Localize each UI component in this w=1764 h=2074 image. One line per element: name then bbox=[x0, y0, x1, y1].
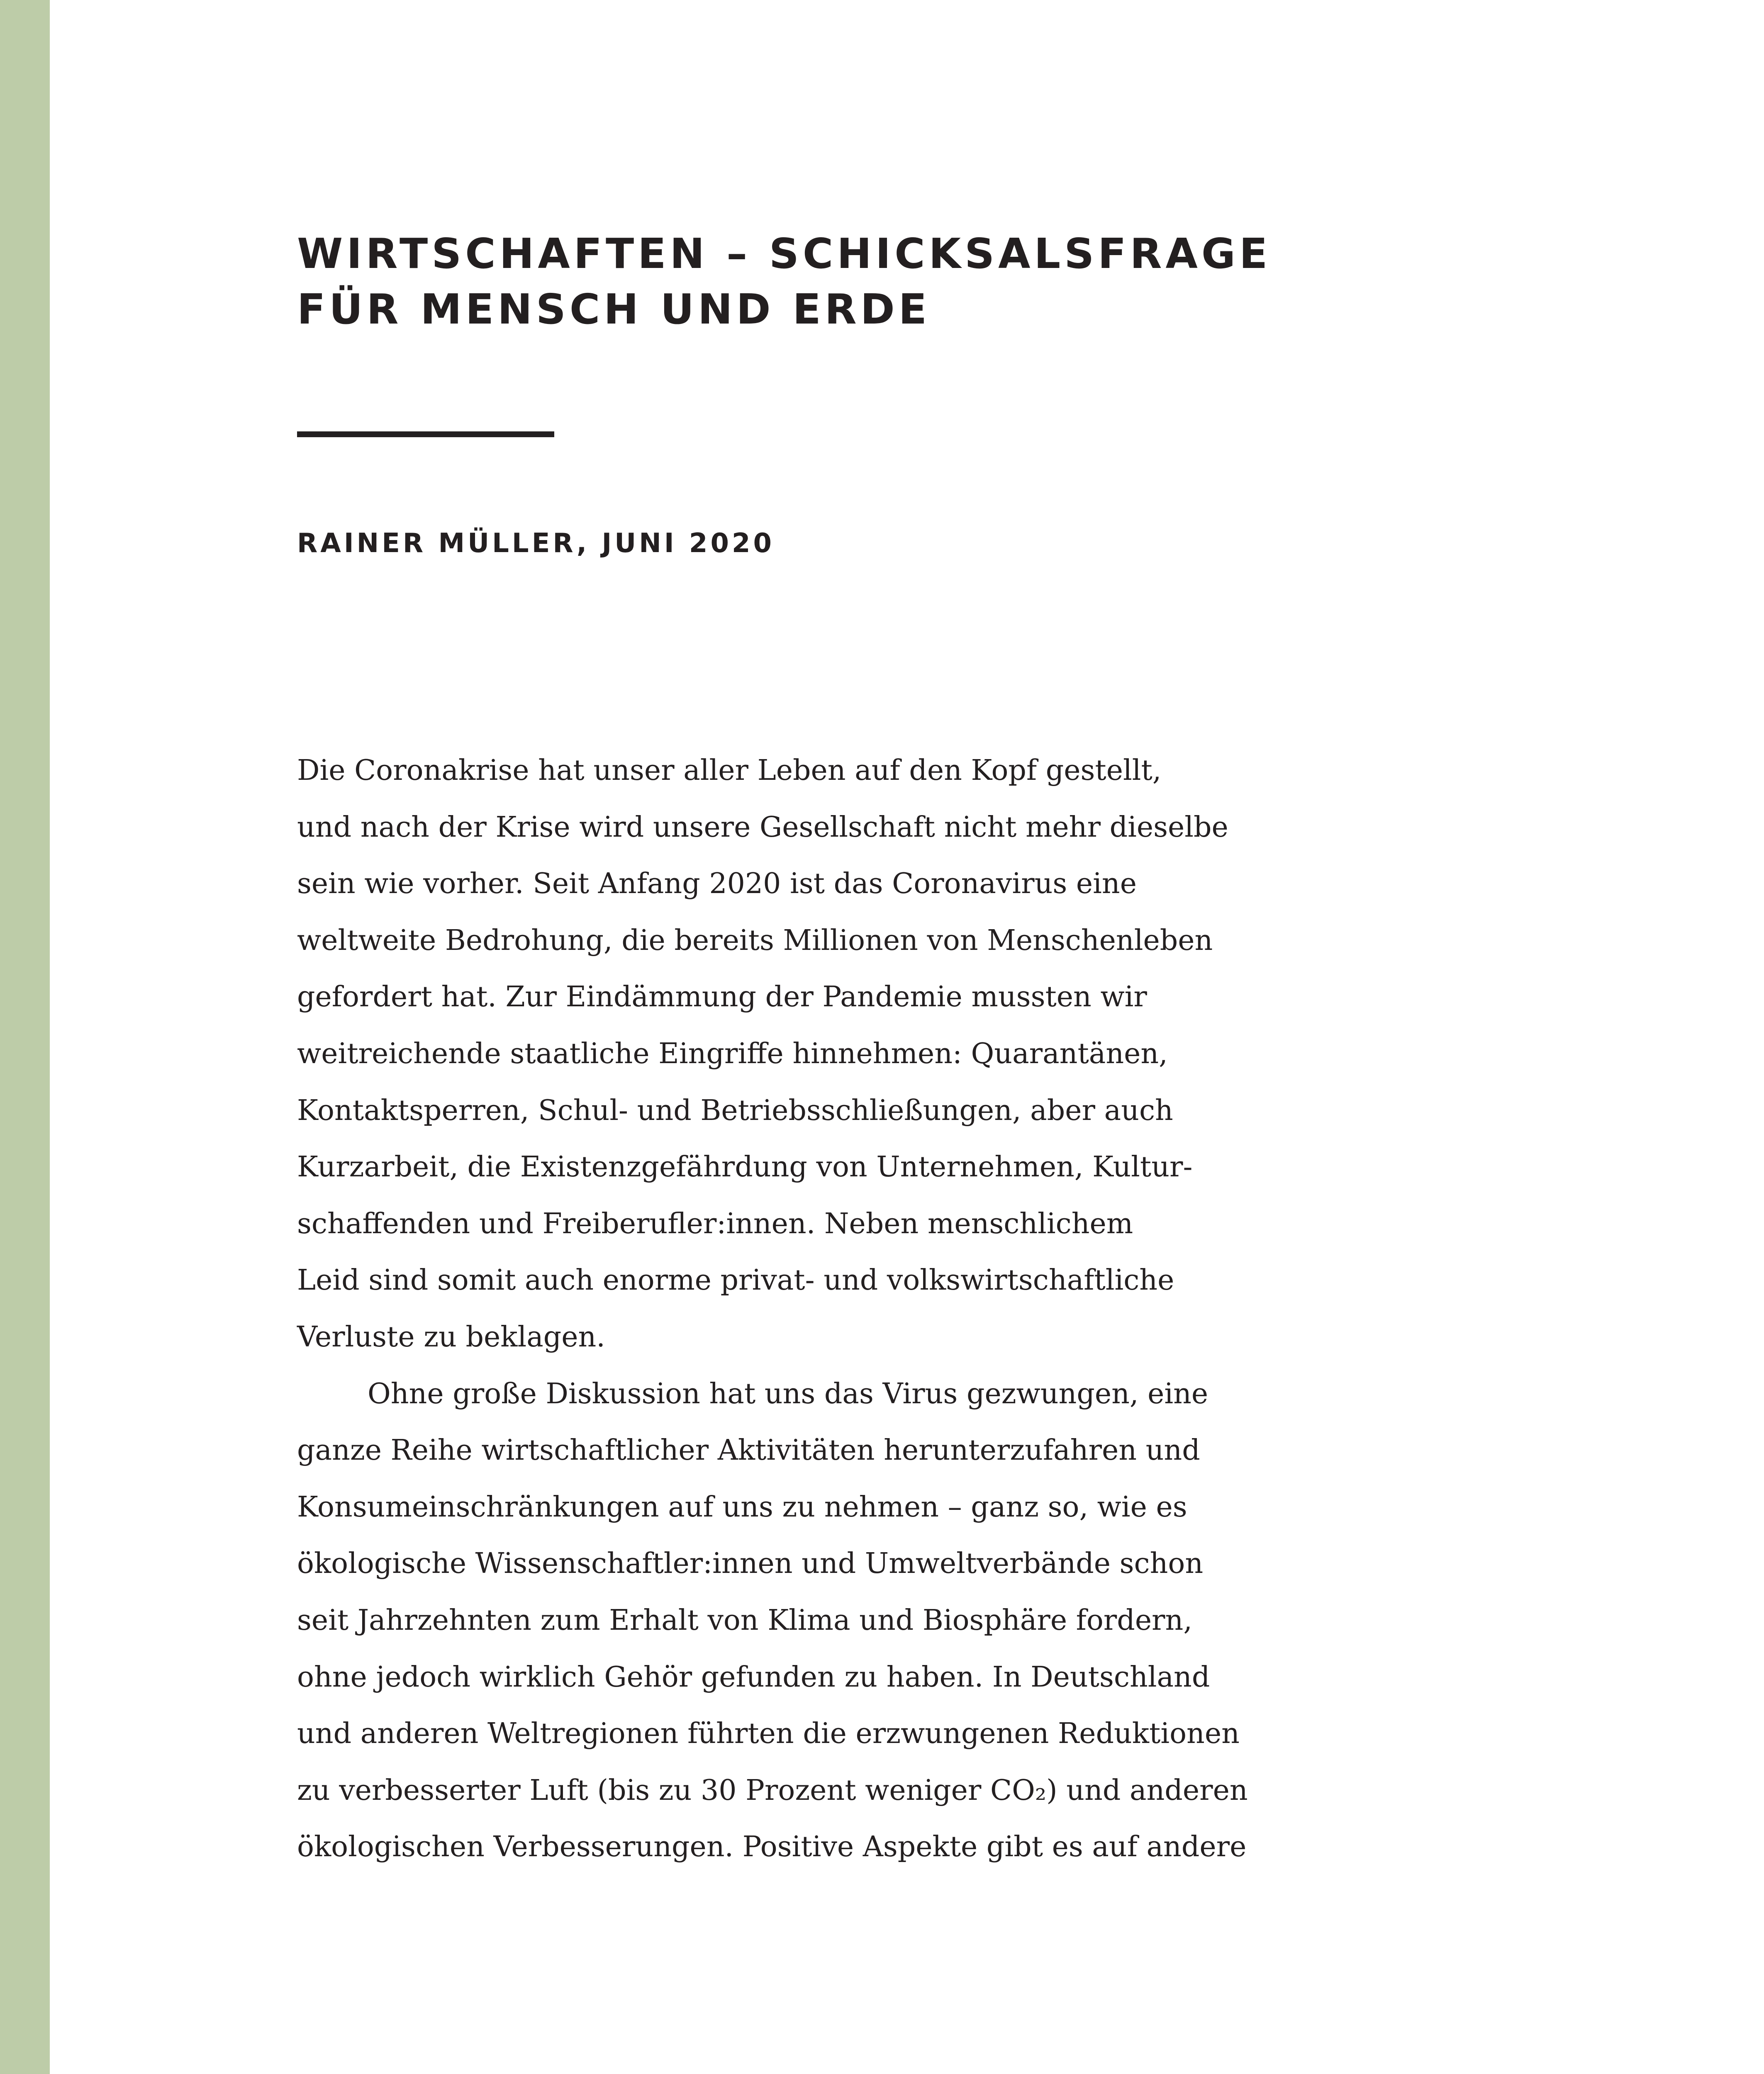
text-line: weitreichende staatliche Eingriffe hinnehmen: Quarantänen, bbox=[297, 1037, 1168, 1070]
text-line: schaffenden und Freiberufler:innen. Neben menschlichem bbox=[297, 1207, 1133, 1240]
text-line: und anderen Weltregionen führten die erzwungenen Reduktionen bbox=[297, 1717, 1240, 1750]
chapter-title-line: FÜR MENSCH UND ERDE bbox=[297, 285, 931, 333]
text-line: seit Jahrzehnten zum Erhalt von Klima und Biosphäre fordern, bbox=[297, 1604, 1192, 1637]
text-line: Kontaktsperren, Schul- und Betriebsschließungen, aber auch bbox=[297, 1094, 1173, 1127]
text-line: Kurzarbeit, die Existenzgefährdung von Unternehmen, Kultur- bbox=[297, 1151, 1193, 1184]
paragraph bbox=[297, 1366, 1417, 1876]
text-line: gefordert hat. Zur Eindämmung der Pandemie mussten wir bbox=[297, 981, 1147, 1014]
text-line: ohne jedoch wirklich Gehör gefunden zu haben. In Deutschland bbox=[297, 1660, 1210, 1694]
chapter-title bbox=[297, 226, 1334, 337]
paragraph bbox=[297, 742, 1417, 1366]
text-line: Ohne große Diskussion hat uns das Virus gezwungen, eine bbox=[368, 1377, 1208, 1410]
text-line: und nach der Krise wird unsere Gesellschaft nicht mehr dieselbe bbox=[297, 811, 1228, 844]
side-color-bar bbox=[0, 0, 50, 2074]
text-line: ganze Reihe wirtschaftlicher Aktivitäten herunterzufahren und bbox=[297, 1434, 1200, 1467]
text-line: Leid sind somit auch enorme privat- und volkswirtschaftliche bbox=[297, 1264, 1174, 1297]
text-line: Konsumeinschränkungen auf uns zu nehmen – ganz so, wie es bbox=[297, 1490, 1187, 1524]
author-byline: RAINER MÜLLER, JUNI 2020 bbox=[297, 528, 775, 559]
text-line: weltweite Bedrohung, die bereits Millionen von Menschenleben bbox=[297, 924, 1213, 957]
text-line: zu verbesserter Luft (bis zu 30 Prozent weniger CO₂) und anderen bbox=[297, 1774, 1248, 1807]
title-divider bbox=[297, 431, 554, 437]
text-line: ökologische Wissenschaftler:innen und Umweltverbände schon bbox=[297, 1547, 1204, 1580]
text-line: Die Coronakrise hat unser aller Leben auf den Kopf gestellt, bbox=[297, 754, 1162, 787]
body-text bbox=[297, 742, 1417, 1876]
text-line: Verluste zu beklagen. bbox=[297, 1320, 605, 1353]
text-line: sein wie vorher. Seit Anfang 2020 ist das Coronavirus eine bbox=[297, 867, 1137, 901]
chapter-title-line: WIRTSCHAFTEN – SCHICKSALSFRAGE bbox=[297, 229, 1272, 278]
text-line: ökologischen Verbesserungen. Positive Aspekte gibt es auf andere bbox=[297, 1831, 1247, 1864]
